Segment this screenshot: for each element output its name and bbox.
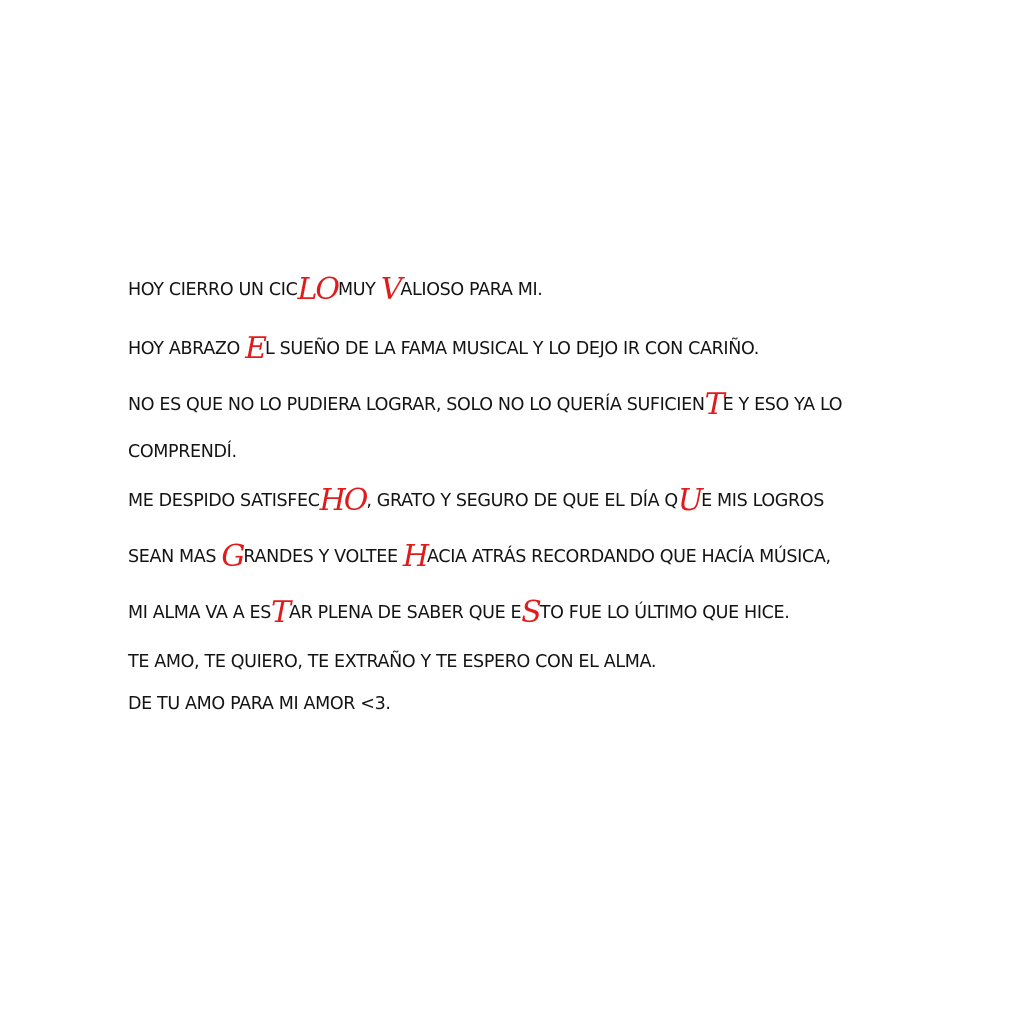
letter-line-9 [128, 692, 391, 716]
line-1-script-1: LO [297, 272, 338, 307]
line-3-text-2: E Y ESO YA LO [722, 395, 843, 415]
line-7-text-3: TO FUE LO ÚLTIMO QUE HICE. [539, 603, 790, 623]
line-3-text-1: NO ES QUE NO LO PUDIERA LOGRAR, SOLO NO LO QUERÍA SUFICIEN [128, 395, 705, 415]
letter-line-1 [128, 272, 543, 307]
line-6-script-1: G [221, 539, 244, 574]
line-4-text-1: COMPRENDÍ. [128, 442, 237, 462]
line-5-text-2: , GRATO Y SEGURO DE QUE EL DÍA Q [366, 491, 678, 511]
line-1-text-1: HOY CIERRO UN CIC [128, 280, 298, 300]
line-6-text-1: SEAN MAS [128, 547, 222, 567]
line-7-script-1: T [271, 595, 290, 630]
letter-line-2 [128, 331, 759, 366]
line-3-script-1: T [704, 387, 723, 422]
line-5-script-2: U [677, 483, 702, 518]
line-1-script-2: V [380, 272, 401, 307]
line-2-text-1: HOY ABRAZO [128, 339, 246, 359]
line-5-script-1: HO [319, 483, 367, 518]
line-7-text-1: MI ALMA VA A ES [128, 603, 272, 623]
line-5-text-3: E MIS LOGROS [701, 491, 824, 511]
line-5-text-1: ME DESPIDO SATISFEC [128, 491, 320, 511]
line-2-text-2: L SUEÑO DE LA FAMA MUSICAL Y LO DEJO IR CON CARIÑO. [265, 339, 759, 359]
letter-line-7 [128, 595, 790, 630]
line-7-text-2: AR PLENA DE SABER QUE E [289, 603, 522, 623]
line-6-text-2: RANDES Y VOLTEE [243, 547, 403, 567]
letter-line-3 [128, 387, 843, 422]
line-6-text-3: ACIA ATRÁS RECORDANDO QUE HACÍA MÚSICA, [427, 547, 831, 567]
letter-line-8 [128, 650, 656, 674]
letter-line-5 [128, 483, 824, 518]
line-1-text-3: ALIOSO PARA MI. [400, 280, 543, 300]
line-7-script-2: S [521, 595, 540, 630]
line-2-script-1: E [245, 331, 266, 366]
letter-line-6 [128, 539, 831, 574]
line-6-script-2: H [402, 539, 428, 574]
line-9-text-1: DE TU AMO PARA MI AMOR <3. [128, 694, 391, 714]
letter-line-4 [128, 440, 237, 464]
line-8-text-1: TE AMO, TE QUIERO, TE EXTRAÑO Y TE ESPERO CON EL ALMA. [128, 652, 657, 672]
line-1-text-2: MUY [337, 280, 381, 300]
